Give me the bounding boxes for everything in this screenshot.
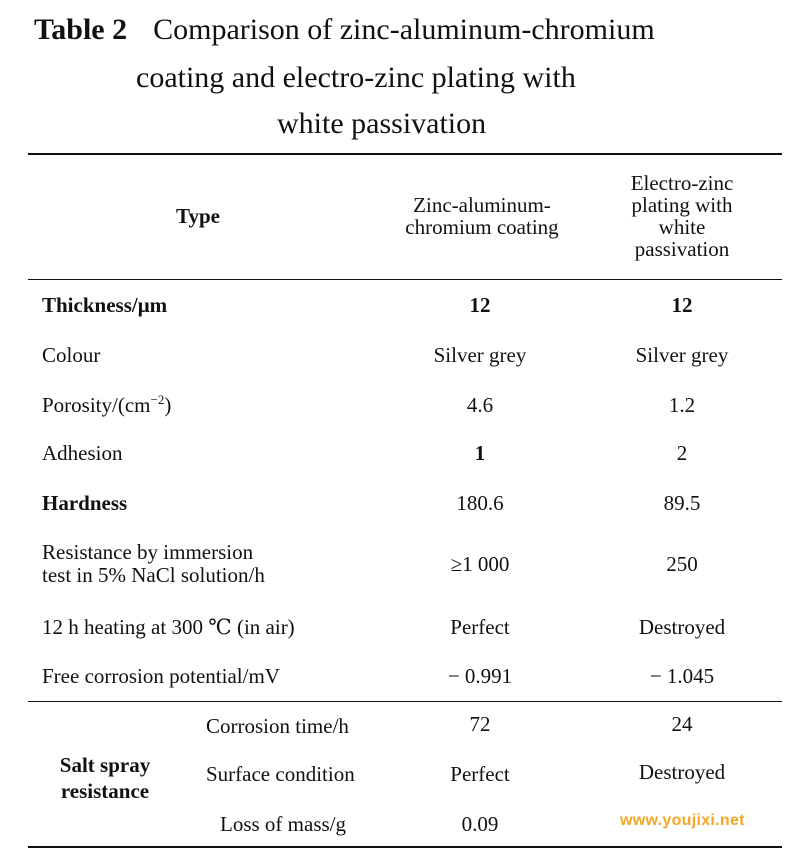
- salt-spray-group-label: [40, 752, 170, 804]
- row-label-surface-condition: Surface condition: [206, 762, 355, 786]
- bottom-rule: [28, 846, 782, 848]
- resistance-label-line2: test in 5% NaCl solution/h: [42, 563, 265, 587]
- cell-thickness-ez: 12: [671, 293, 693, 317]
- header-col2-line4: passivation: [634, 237, 730, 261]
- caption-line-1: [34, 12, 655, 48]
- cell-loss-of-mass-zac: 0.09: [461, 812, 499, 836]
- caption-line-3: white passivation: [277, 107, 487, 140]
- cell-heating-ez: Destroyed: [638, 615, 726, 639]
- cell-thickness-zac: 12: [469, 293, 491, 317]
- header-col2-line1: Electro-zinc: [630, 171, 734, 195]
- cell-corrosion-time-ez: 24: [671, 712, 693, 736]
- cell-corrosion-time-zac: 72: [469, 712, 491, 736]
- cell-porosity-zac: 4.6: [466, 393, 494, 417]
- header-col2-line2: plating with: [631, 193, 733, 217]
- header-rule: [28, 279, 782, 280]
- header-zinc-aluminum-chromium: [372, 194, 592, 238]
- table-number: Table 2: [34, 13, 128, 46]
- row-label-colour: Colour: [42, 343, 101, 367]
- porosity-label-close: ): [164, 393, 172, 417]
- porosity-superscript: −2: [150, 392, 165, 407]
- salt-spray-label-line2: resistance: [60, 779, 150, 803]
- row-label-resistance: [42, 541, 265, 587]
- cell-adhesion-zac: 1: [474, 441, 486, 465]
- cell-adhesion-ez: 2: [676, 441, 688, 465]
- cell-colour-zac: Silver grey: [433, 343, 527, 367]
- header-electro-zinc: [602, 172, 762, 260]
- website-watermark: www.youjixi.net: [620, 812, 745, 829]
- resistance-label-line1: Resistance by immersion: [42, 540, 254, 564]
- porosity-label-text: Porosity/(cm: [42, 393, 151, 417]
- section-rule: [28, 701, 782, 702]
- row-label-loss-of-mass: Loss of mass/g: [220, 812, 346, 836]
- cell-porosity-ez: 1.2: [668, 393, 696, 417]
- cell-heating-zac: Perfect: [450, 615, 510, 639]
- cell-hardness-zac: 180.6: [456, 491, 504, 515]
- caption-text-1: Comparison of zinc-aluminum-chromium: [153, 13, 655, 46]
- header-col1-line1: Zinc-aluminum-: [413, 193, 551, 217]
- top-rule: [28, 153, 782, 155]
- cell-colour-ez: Silver grey: [635, 343, 729, 367]
- cell-surface-condition-ez: Destroyed: [638, 760, 726, 784]
- cell-surface-condition-zac: Perfect: [450, 762, 510, 786]
- header-type: Type: [176, 204, 220, 228]
- row-label-free-corrosion-potential: Free corrosion potential/mV: [42, 664, 280, 688]
- row-label-thickness: Thickness/μm: [42, 293, 168, 317]
- row-label-porosity: [42, 393, 171, 417]
- cell-hardness-ez: 89.5: [663, 491, 701, 515]
- cell-potential-ez: − 1.045: [649, 664, 715, 688]
- cell-resistance-ez: 250: [666, 552, 698, 576]
- caption-line-2: coating and electro-zinc plating with: [136, 61, 576, 94]
- header-col1-line2: chromium coating: [405, 215, 559, 239]
- row-label-corrosion-time: Corrosion time/h: [206, 714, 349, 738]
- cell-potential-zac: − 0.991: [447, 664, 513, 688]
- row-label-adhesion: Adhesion: [42, 441, 123, 465]
- salt-spray-label-line1: Salt spray: [59, 753, 151, 777]
- row-label-hardness: Hardness: [42, 491, 128, 515]
- row-label-heating: 12 h heating at 300 ℃ (in air): [42, 615, 295, 639]
- cell-resistance-zac: ≥1 000: [450, 552, 510, 576]
- header-col2-line3: white: [658, 215, 706, 239]
